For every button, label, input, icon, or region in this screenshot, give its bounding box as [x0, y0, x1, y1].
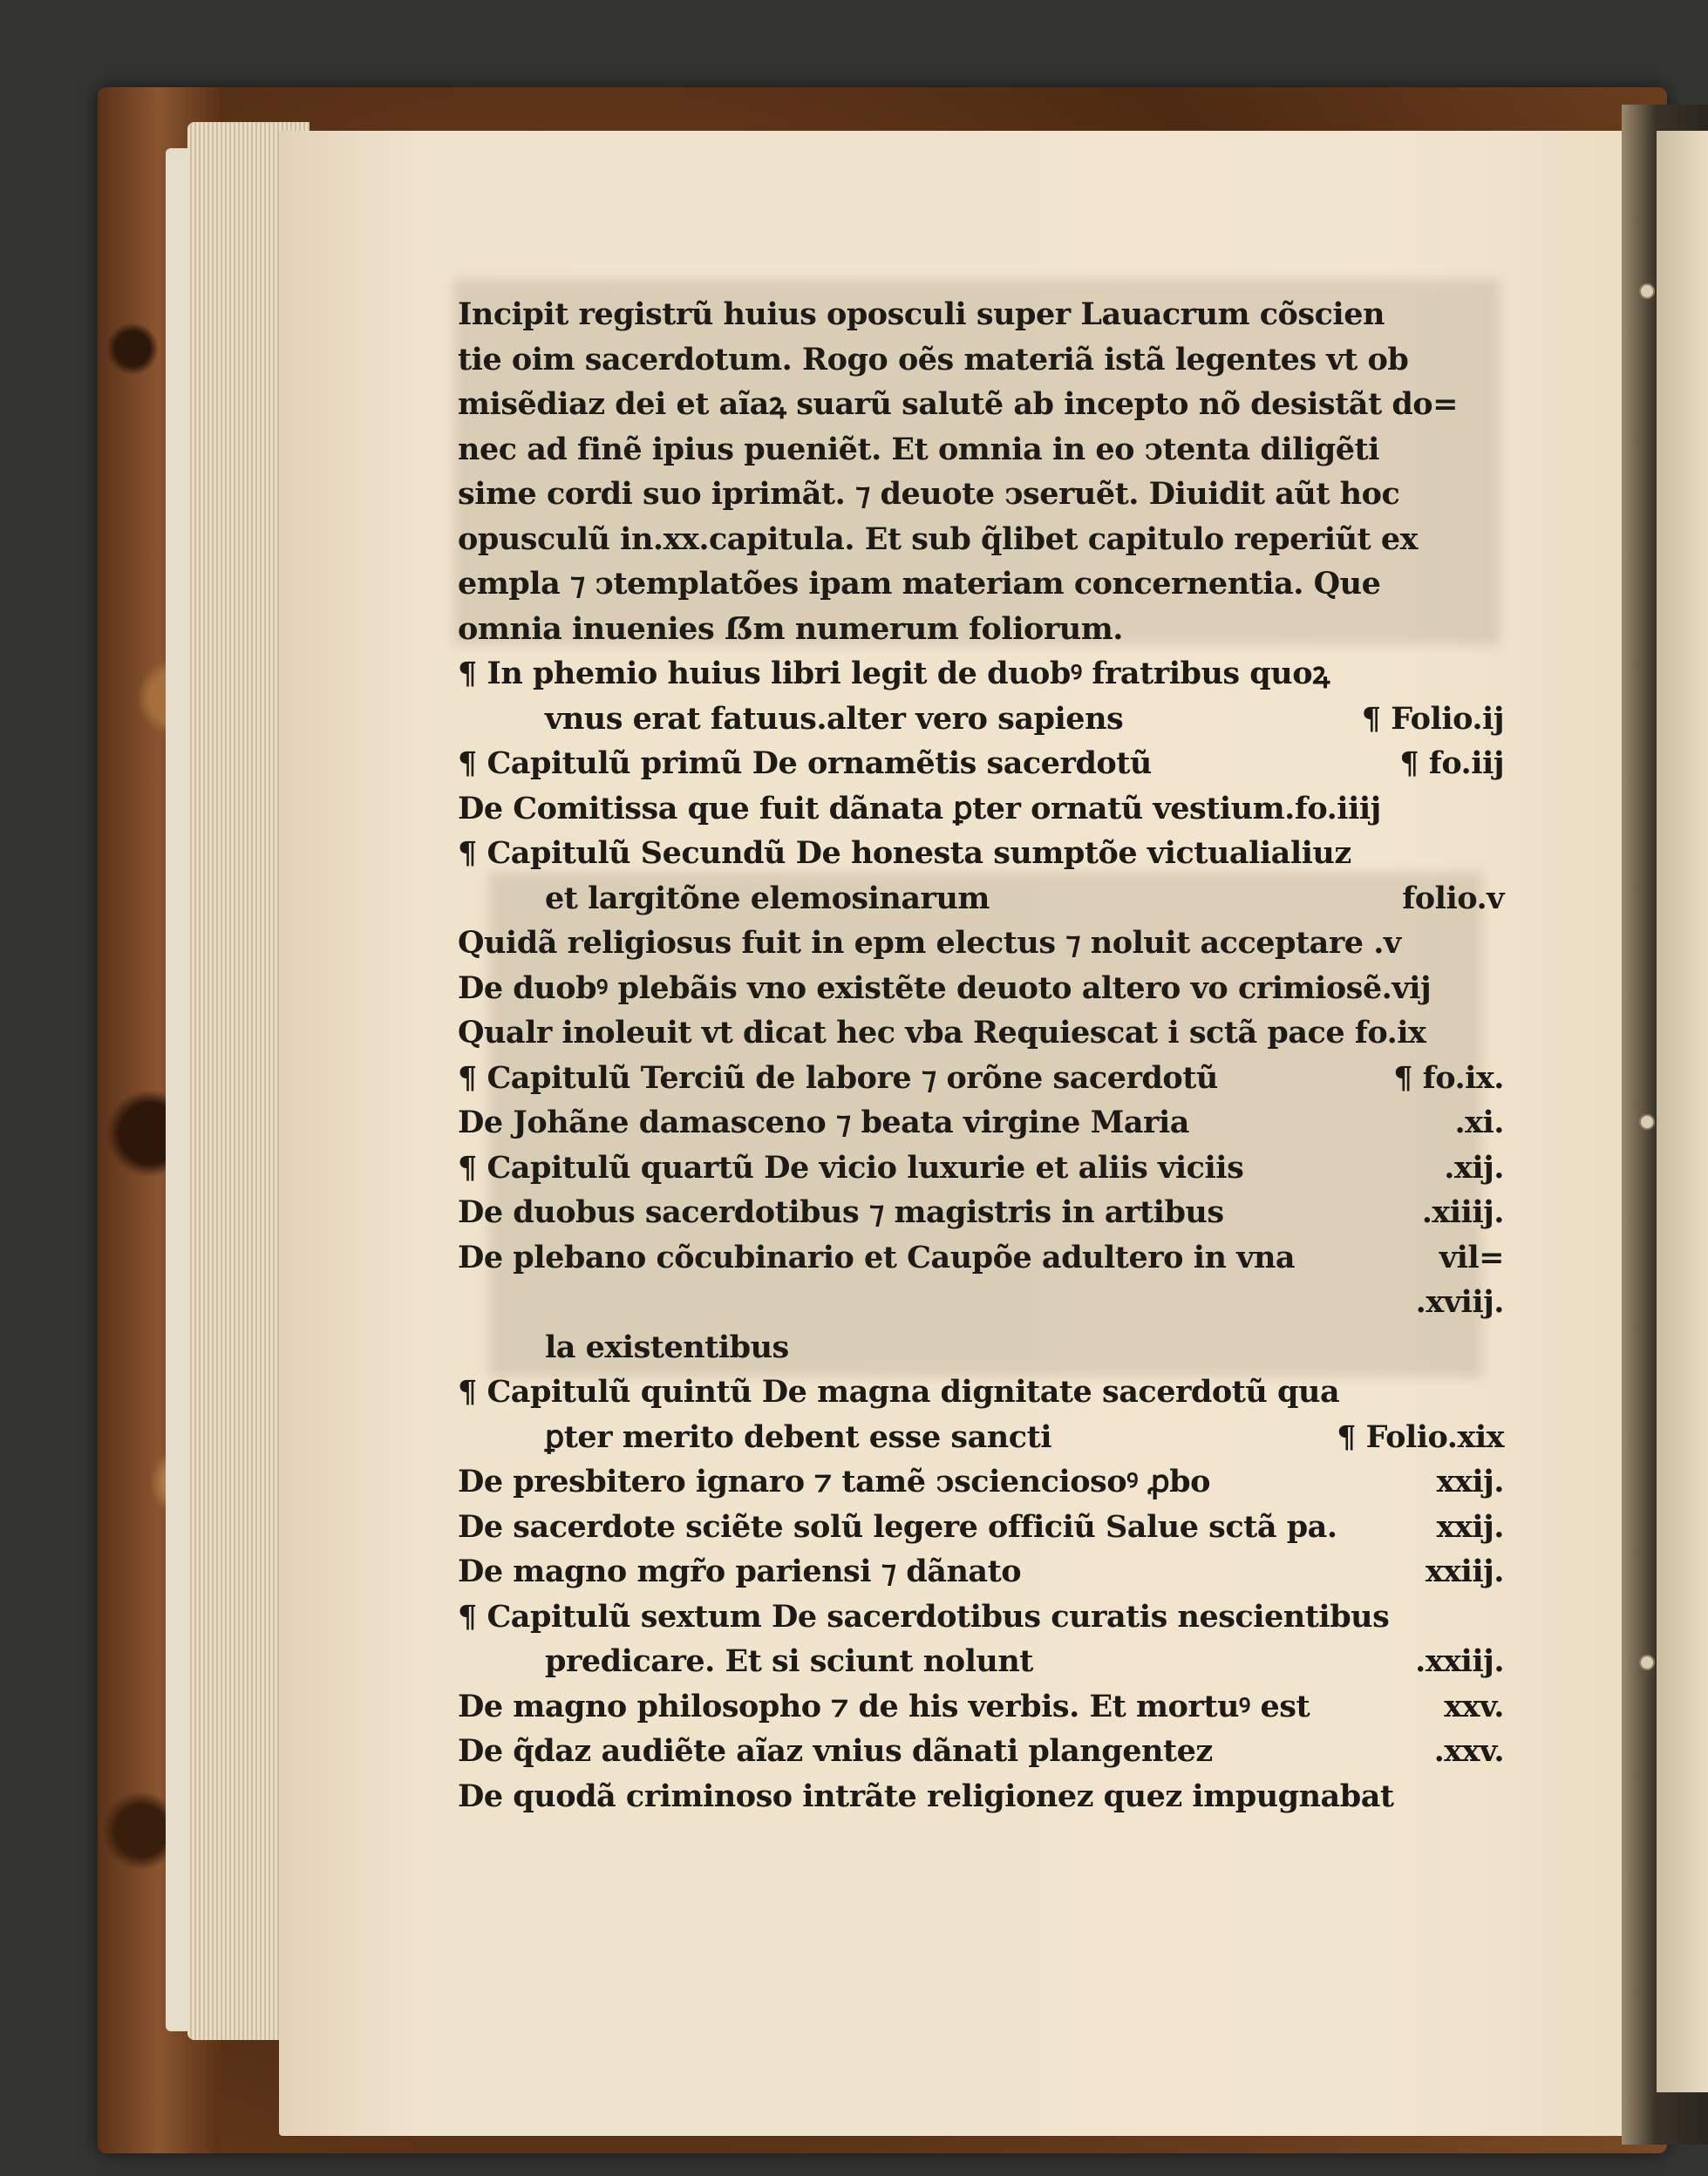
line-text: Incipit registrũ huius oposculi super Lauacrum cõscien [458, 296, 1385, 332]
text-line [458, 1459, 1504, 1505]
facing-page-edge [1657, 131, 1708, 2092]
binding-thread [1639, 1114, 1655, 1130]
folio-reference: ¶ Folio.ij [1361, 700, 1504, 737]
text-line [458, 741, 1504, 786]
folio-reference: .xviij. [1415, 1284, 1504, 1320]
folio-reference: .xxv. [1433, 1733, 1504, 1769]
line-text: ¶ Capitulũ quintũ De magna dignitate sacerdotũ qua [458, 1374, 1340, 1410]
line-text: sime cordi suo iprimãt. ⁊ deuote ↄseruẽt. Diuidit aũt hoc [458, 476, 1400, 512]
line-text: De duobꝰ plebãis vno existẽte deuoto altero vo crimiosẽ.vij [458, 969, 1432, 1006]
line-text: ¶ Capitulũ primũ De ornamẽtis sacerdotũ [458, 745, 1152, 781]
text-line [458, 1010, 1504, 1056]
text-line [458, 1639, 1504, 1684]
line-text: De magno mgr̃o pariensi ⁊ dãnato [458, 1554, 1022, 1589]
line-text: De presbitero ignaro ⁊ tamẽ ↄscienciosoꝰ ꝓbo [458, 1464, 1210, 1499]
line-text: la existentibus [545, 1329, 789, 1365]
text-line [458, 607, 1504, 652]
line-text: ¶ In phemio huius libri legit de duobꝰ fratribus quoꝝ [458, 656, 1330, 691]
text-line [458, 1325, 1504, 1370]
line-text: ¶ Capitulũ Secundũ De honesta sumptõe victualialiuz [458, 835, 1351, 871]
line-text: De Comitissa que fuit dãnata ꝑter ornatũ vestium.fo.iiij [458, 790, 1381, 826]
folio-reference: .xi. [1454, 1105, 1504, 1140]
line-text: De plebano cõcubinario et Caupõe adultero in vna [458, 1239, 1296, 1275]
line-text: ¶ Capitulũ quartũ De vicio luxurie et aliis viciis [458, 1149, 1244, 1186]
line-text: empla ⁊ ↄtemplatões ipam materiam concernentia. Que [458, 566, 1381, 602]
line-text: opusculũ in.xx.capitula. Et sub q̃libet capitulo reperiũt ex [458, 520, 1419, 557]
line-text: De magno philosopho ⁊ de his verbis. Et mortuꝰ est [458, 1688, 1310, 1724]
line-text: ꝑter merito debent esse sancti [545, 1418, 1052, 1455]
text-line [458, 292, 1504, 337]
register-text [458, 292, 1504, 1819]
text-line [458, 1190, 1504, 1235]
line-text: vnus erat fatuus.alter vero sapiens [545, 700, 1124, 737]
line-text: De quodã criminoso intrãte religionez quez impugnabat [458, 1778, 1394, 1814]
line-text: Qualr inoleuit vt dicat hec vba Requiescat i sctã pace fo.ix [458, 1015, 1426, 1051]
text-line [458, 382, 1504, 427]
text-line [458, 472, 1504, 517]
text-line [458, 1549, 1504, 1595]
text-line [458, 1505, 1504, 1550]
line-text: Quidã religiosus fuit in epm electus ⁊ noluit acceptare .v [458, 925, 1401, 961]
line-text: nec ad finẽ ipius pueniẽt. Et omnia in eo ↄtenta diligẽti [458, 431, 1379, 467]
folio-reference: ¶ Folio.xix [1337, 1418, 1504, 1455]
folio-reference: .xij. [1444, 1149, 1504, 1186]
text-line [458, 1235, 1504, 1281]
folio-reference: xxij. [1436, 1508, 1504, 1545]
line-text: ¶ Capitulũ Terciũ de labore ⁊ orõne sacerdotũ [458, 1059, 1218, 1096]
folio-reference: xxiij. [1425, 1554, 1504, 1589]
folio-reference: .xiiij. [1421, 1194, 1504, 1230]
line-text: De q̃daz audiẽte aĩaz vnius dãnati plangentez [458, 1733, 1213, 1769]
binding-thread [1639, 283, 1655, 299]
line-text: predicare. Et si sciunt nolunt [545, 1643, 1033, 1679]
folio-reference: .xxiij. [1415, 1643, 1504, 1679]
binding-thread [1639, 1655, 1655, 1670]
text-line [458, 697, 1504, 742]
text-line [458, 427, 1504, 473]
text-line [458, 876, 1504, 921]
text-line [458, 1370, 1504, 1415]
text-line [458, 1684, 1504, 1730]
line-text: et largitõne elemosinarum [545, 880, 990, 916]
line-text: tie oim sacerdotum. Rogo oẽs materiã istã legentes vt ob [458, 341, 1409, 377]
text-line [458, 517, 1504, 562]
line-text: omnia inuenies ẞm numerum foliorum. [458, 610, 1123, 647]
text-line [458, 1146, 1504, 1191]
line-text: ¶ Capitulũ sextum De sacerdotibus curatis nescientibus [458, 1598, 1390, 1635]
line-text: misẽdiaz dei et aĩaꝝ suarũ salutẽ ab incepto nõ desistãt do= [458, 386, 1458, 422]
folio-reference: xxij. [1436, 1464, 1504, 1499]
text-line [458, 337, 1504, 383]
folio-reference: ¶ fo.ix. [1393, 1059, 1504, 1096]
text-line [458, 1595, 1504, 1640]
text-line [458, 966, 1504, 1011]
text-line [458, 786, 1504, 832]
text-line [458, 1280, 1504, 1325]
folio-reference: vil= [1439, 1239, 1504, 1275]
text-line [458, 921, 1504, 966]
folio-reference: folio.v [1402, 880, 1504, 916]
text-line [458, 1729, 1504, 1774]
text-line [458, 1100, 1504, 1146]
text-line [458, 561, 1504, 607]
text-line [458, 831, 1504, 876]
line-text: De duobus sacerdotibus ⁊ magistris in artibus [458, 1194, 1224, 1230]
line-text: De Johãne damasceno ⁊ beata virgine Maria [458, 1105, 1189, 1140]
text-line [458, 1774, 1504, 1819]
folio-reference: xxv. [1444, 1688, 1504, 1724]
text-line [458, 1415, 1504, 1460]
folio-reference: ¶ fo.iij [1399, 745, 1504, 781]
text-line [458, 1056, 1504, 1101]
text-line [458, 651, 1504, 697]
line-text: De sacerdote sciẽte solũ legere officiũ Salue sctã pa. [458, 1508, 1337, 1545]
